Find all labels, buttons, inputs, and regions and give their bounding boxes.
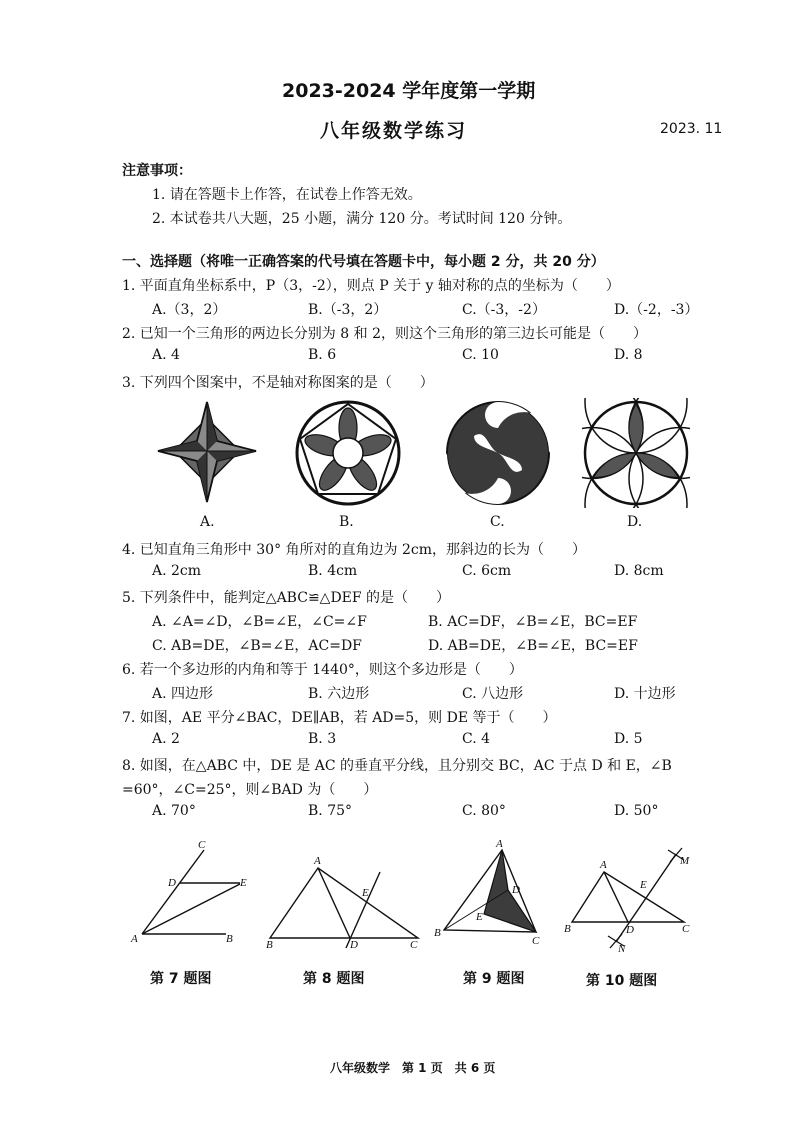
option-7c: C. 4: [462, 731, 491, 747]
question-stem-8-cont: =60°，∠C=25°，则∠BAD 为（ ）: [122, 782, 378, 798]
fig9-label-e: E: [476, 911, 483, 923]
pattern-label-d: D.: [627, 514, 643, 530]
option-7a: A. 2: [152, 731, 180, 747]
fig10-label-e: E: [640, 879, 647, 891]
section-heading: 一、选择题（将唯一正确答案的代号填在答题卡中，每小题 2 分，共 20 分）: [122, 254, 605, 270]
pattern-d-six-petal: [582, 398, 690, 508]
option-8d: D. 50°: [614, 803, 659, 819]
question-stem-8: 8. 如图，在△ABC 中，DE 是 AC 的垂直平分线，且分别交 BC，AC 于点 D 和 E，∠B: [122, 758, 672, 774]
pattern-c-swirl: [444, 398, 552, 508]
question-stem-2: 2. 已知一个三角形的两边长分别为 8 和 2，则这个三角形的第三边长可能是（ ）: [122, 326, 647, 342]
figure-8: [262, 850, 430, 950]
fig7-label-c: C: [198, 839, 206, 851]
option-6b: B. 六边形: [308, 686, 370, 702]
pattern-a-star: [150, 398, 268, 508]
figure-9: [432, 836, 544, 946]
question-stem-5: 5. 下列条件中，能判定△ABC≌△DEF 的是（ ）: [122, 590, 451, 606]
option-6d: D. 十边形: [614, 686, 676, 702]
question-stem-1: 1. 平面直角坐标系中，P（3，-2），则点 P 关于 y 轴对称的点的坐标为（ ）: [122, 278, 620, 294]
option-8c: C. 80°: [462, 803, 506, 819]
fig10-label-m: M: [680, 855, 690, 867]
page-footer: 八年级数学 第 1 页 共 6 页: [330, 1061, 496, 1075]
question-stem-3: 3. 下列四个图案中，不是轴对称图案的是（ ）: [122, 375, 434, 391]
fig9-label-d: D: [512, 884, 520, 896]
option-8b: B. 75°: [308, 803, 353, 819]
option-5d: D. AB=DE，∠B=∠E，BC=EF: [428, 638, 638, 654]
option-6a: A. 四边形: [152, 686, 214, 702]
exam-date: 2023. 11: [660, 121, 723, 137]
fig8-label-c: C: [410, 939, 418, 950]
notes-heading: 注意事项：: [122, 163, 192, 179]
question-stem-7: 7. 如图，AE 平分∠BAC，DE∥AB，若 AD=5，则 DE 等于（ ）: [122, 710, 557, 726]
option-2a: A. 4: [152, 347, 180, 363]
fig10-label-d: D: [626, 924, 634, 936]
question-stem-4: 4. 已知直角三角形中 30° 角所对的直角边为 2cm，那斜边的长为（ ）: [122, 542, 586, 558]
fig9-label-c: C: [532, 935, 540, 946]
fig9-label-a: A: [496, 838, 503, 850]
figure-10: [562, 838, 700, 954]
option-4a: A. 2cm: [152, 563, 202, 579]
caption-fig8: 第 8 题图: [303, 971, 365, 987]
option-2c: C. 10: [462, 347, 499, 363]
fig10-label-a: A: [600, 859, 607, 871]
option-2d: D. 8: [614, 347, 643, 363]
fig7-label-e: E: [240, 877, 247, 889]
fig8-label-b: B: [266, 939, 273, 950]
pattern-b-flower-pentagon: [294, 398, 402, 508]
option-4b: B. 4cm: [308, 563, 358, 579]
option-1b: B.（-3，2）: [308, 302, 388, 318]
option-8a: A. 70°: [152, 803, 196, 819]
pattern-label-a: A.: [200, 514, 215, 530]
exam-title: 2023-2024 学年度第一学期: [282, 80, 536, 102]
option-5c: C. AB=DE，∠B=∠E，AC=DF: [152, 638, 362, 654]
option-5b: B. AC=DF，∠B=∠E，BC=EF: [428, 614, 638, 630]
option-6c: C. 八边形: [462, 686, 524, 702]
fig9-label-b: B: [434, 927, 441, 939]
option-5a: A. ∠A=∠D，∠B=∠E，∠C=∠F: [152, 614, 367, 630]
fig10-label-b: B: [564, 923, 571, 935]
fig8-label-e: E: [362, 887, 369, 899]
fig8-label-a: A: [314, 855, 321, 867]
question-stem-6: 6. 若一个多边形的内角和等于 1440°，则这个多边形是（ ）: [122, 662, 523, 678]
option-7d: D. 5: [614, 731, 643, 747]
fig7-label-a: A: [131, 933, 138, 945]
exam-subtitle: 八年级数学练习: [320, 120, 468, 142]
option-2b: B. 6: [308, 347, 337, 363]
figure-7: [128, 836, 248, 946]
fig7-label-b: B: [226, 933, 233, 945]
caption-fig7: 第 7 题图: [150, 971, 212, 987]
option-1a: A.（3，2）: [152, 302, 227, 318]
caption-fig9: 第 9 题图: [463, 971, 525, 987]
caption-fig10: 第 10 题图: [586, 973, 658, 989]
option-7b: B. 3: [308, 731, 337, 747]
fig10-label-n: N: [618, 943, 626, 954]
option-1d: D.（-2，-3）: [614, 302, 699, 318]
option-4c: C. 6cm: [462, 563, 512, 579]
option-4d: D. 8cm: [614, 563, 664, 579]
pattern-label-b: B.: [339, 514, 354, 530]
pattern-label-c: C.: [490, 514, 505, 530]
fig8-label-d: D: [350, 939, 358, 950]
note-item: 2. 本试卷共八大题，25 小题，满分 120 分。考试时间 120 分钟。: [152, 211, 572, 227]
option-1c: C.（-3，-2）: [462, 302, 546, 318]
note-item: 1. 请在答题卡上作答，在试卷上作答无效。: [152, 187, 422, 203]
fig10-label-c: C: [682, 923, 690, 935]
fig7-label-d: D: [168, 877, 176, 889]
